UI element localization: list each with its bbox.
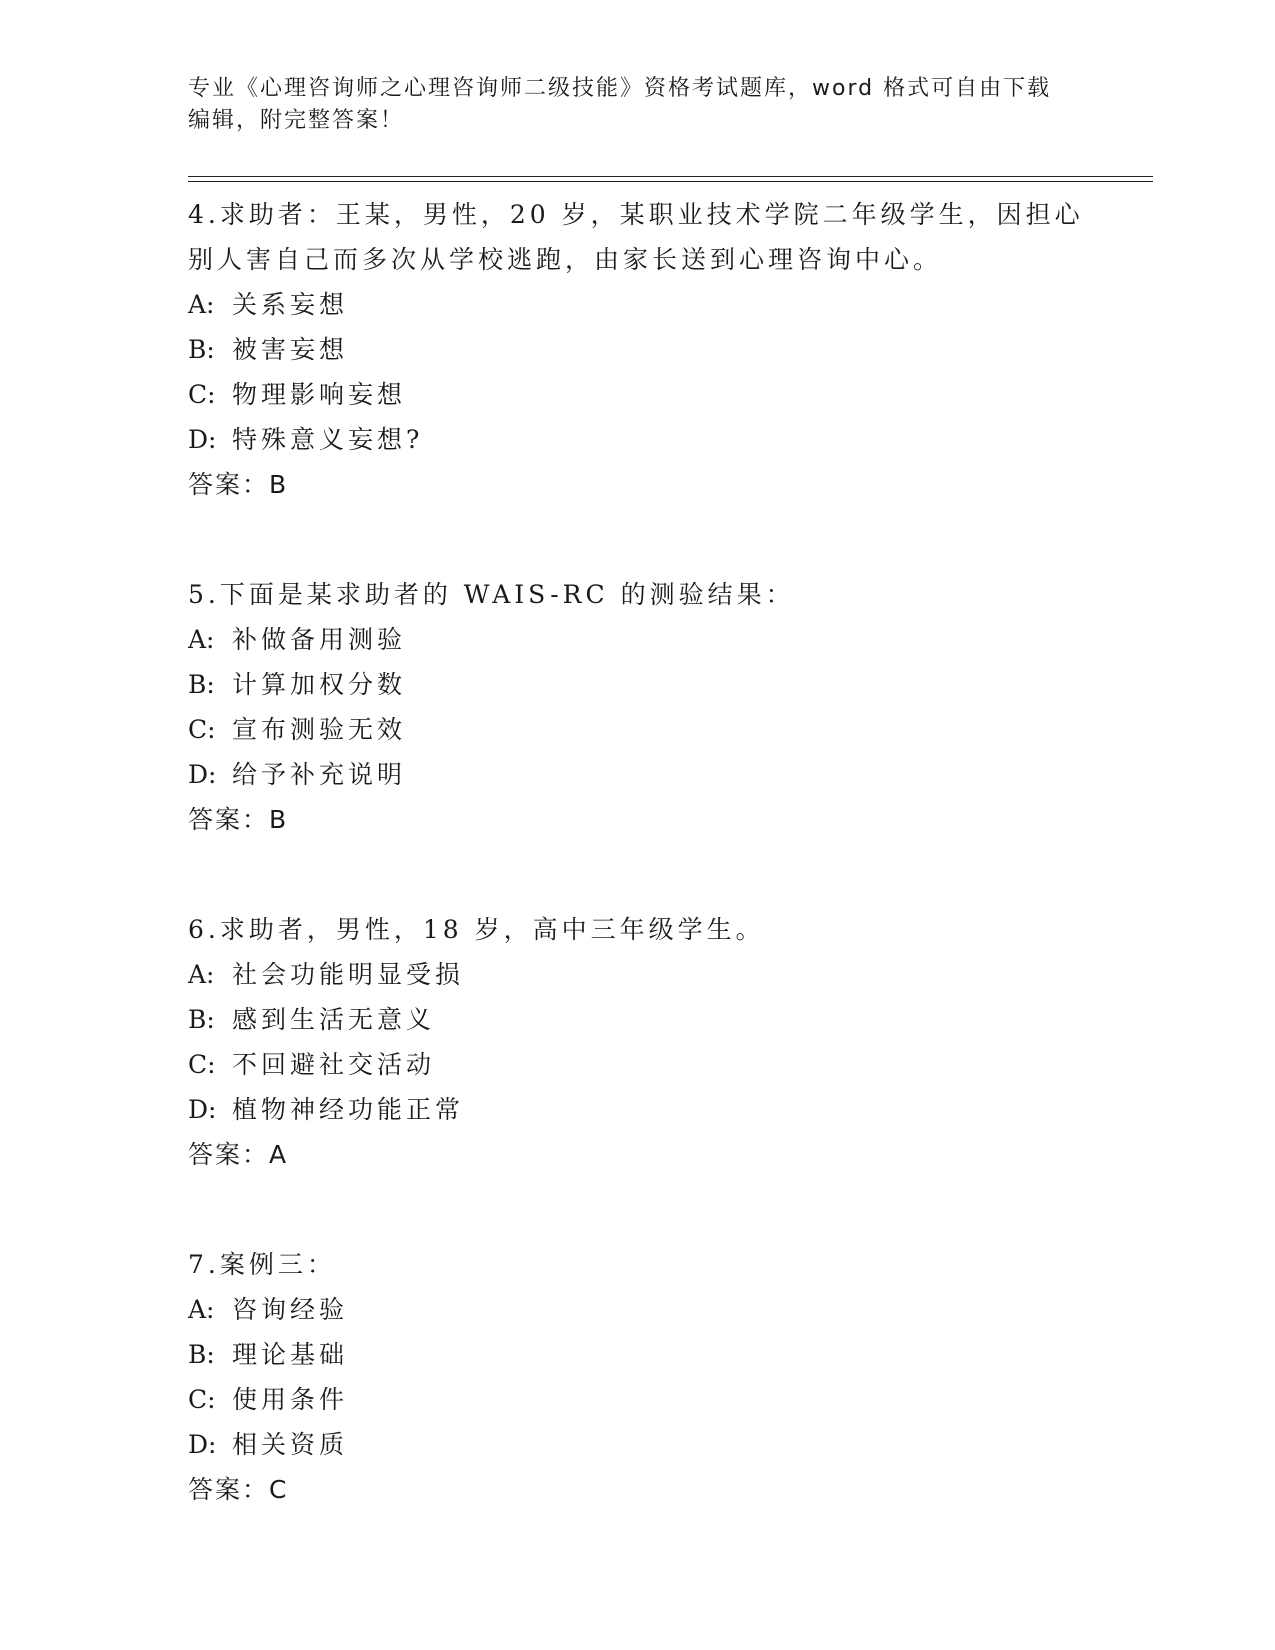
option-text: 社会功能明显受损 xyxy=(232,960,465,989)
question-6 xyxy=(188,907,1088,1177)
option-a xyxy=(188,1287,1088,1332)
option-letter: B: xyxy=(188,670,215,699)
option-letter: D: xyxy=(188,1430,217,1459)
option-c xyxy=(188,1042,1088,1087)
option-text: 相关资质 xyxy=(232,1430,349,1459)
option-d xyxy=(188,1087,1088,1132)
option-letter: A: xyxy=(188,625,215,654)
question-stem-line: 6.求助者，男性，18 岁，高中三年级学生。 xyxy=(188,915,765,944)
option-letter: C: xyxy=(188,380,216,409)
option-d xyxy=(188,752,1088,797)
option-letter: A: xyxy=(188,290,215,319)
option-text: 不回避社交活动 xyxy=(232,1050,436,1079)
option-letter: D: xyxy=(188,760,217,789)
option-text: 感到生活无意义 xyxy=(232,1005,436,1034)
option-letter: D: xyxy=(188,1095,217,1124)
question-list xyxy=(188,192,1088,1577)
option-text: 补做备用测验 xyxy=(232,625,407,654)
question-7 xyxy=(188,1242,1088,1512)
option-d xyxy=(188,1422,1088,1467)
option-letter: A: xyxy=(188,960,215,989)
question-stem-line: 别人害自己而多次从学校逃跑，由家长送到心理咨询中心。 xyxy=(188,245,943,274)
option-letter: B: xyxy=(188,1005,215,1034)
question-stem-line: 5.下面是某求助者的 WAIS-RC 的测验结果： xyxy=(188,580,795,609)
option-letter: A: xyxy=(188,1295,215,1324)
option-text: 理论基础 xyxy=(232,1340,349,1369)
option-text: 被害妄想 xyxy=(232,335,349,364)
option-b xyxy=(188,327,1088,372)
question-5 xyxy=(188,572,1088,842)
option-text: 关系妄想 xyxy=(232,290,349,319)
header-line-2: 编辑，附完整答案！ xyxy=(188,108,405,133)
option-c xyxy=(188,1377,1088,1422)
option-letter: D: xyxy=(188,425,217,454)
option-c xyxy=(188,707,1088,752)
header-rule-top xyxy=(188,176,1153,177)
answer-line: 答案：C xyxy=(188,1475,289,1504)
option-text: 咨询经验 xyxy=(232,1295,349,1324)
question-4 xyxy=(188,192,1088,507)
option-a xyxy=(188,952,1088,997)
header-line-1: 专业《心理咨询师之心理咨询师二级技能》资格考试题库，word 格式可自由下载 xyxy=(188,76,1052,101)
option-letter: C: xyxy=(188,1050,216,1079)
option-text: 使用条件 xyxy=(232,1385,349,1414)
answer-line: 答案：A xyxy=(188,1140,289,1169)
option-letter: B: xyxy=(188,1340,215,1369)
option-a xyxy=(188,282,1088,327)
option-b xyxy=(188,1332,1088,1377)
option-text: 特殊意义妄想? xyxy=(232,425,424,454)
option-b xyxy=(188,997,1088,1042)
answer-line: 答案：B xyxy=(188,805,289,834)
option-text: 植物神经功能正常 xyxy=(232,1095,465,1124)
option-text: 物理影响妄想 xyxy=(232,380,407,409)
option-letter: C: xyxy=(188,1385,216,1414)
option-c xyxy=(188,372,1088,417)
option-a xyxy=(188,617,1088,662)
option-letter: C: xyxy=(188,715,216,744)
option-letter: B: xyxy=(188,335,215,364)
document-header xyxy=(188,73,1088,137)
answer-line: 答案：B xyxy=(188,470,289,499)
option-b xyxy=(188,662,1088,707)
question-stem-line: 4.求助者：王某，男性，20 岁，某职业技术学院二年级学生，因担心 xyxy=(188,200,1084,229)
option-text: 给予补充说明 xyxy=(232,760,407,789)
question-stem-line: 7.案例三： xyxy=(188,1250,336,1279)
header-rule-bottom xyxy=(188,181,1153,182)
option-text: 计算加权分数 xyxy=(232,670,407,699)
option-text: 宣布测验无效 xyxy=(232,715,407,744)
option-d xyxy=(188,417,1088,462)
